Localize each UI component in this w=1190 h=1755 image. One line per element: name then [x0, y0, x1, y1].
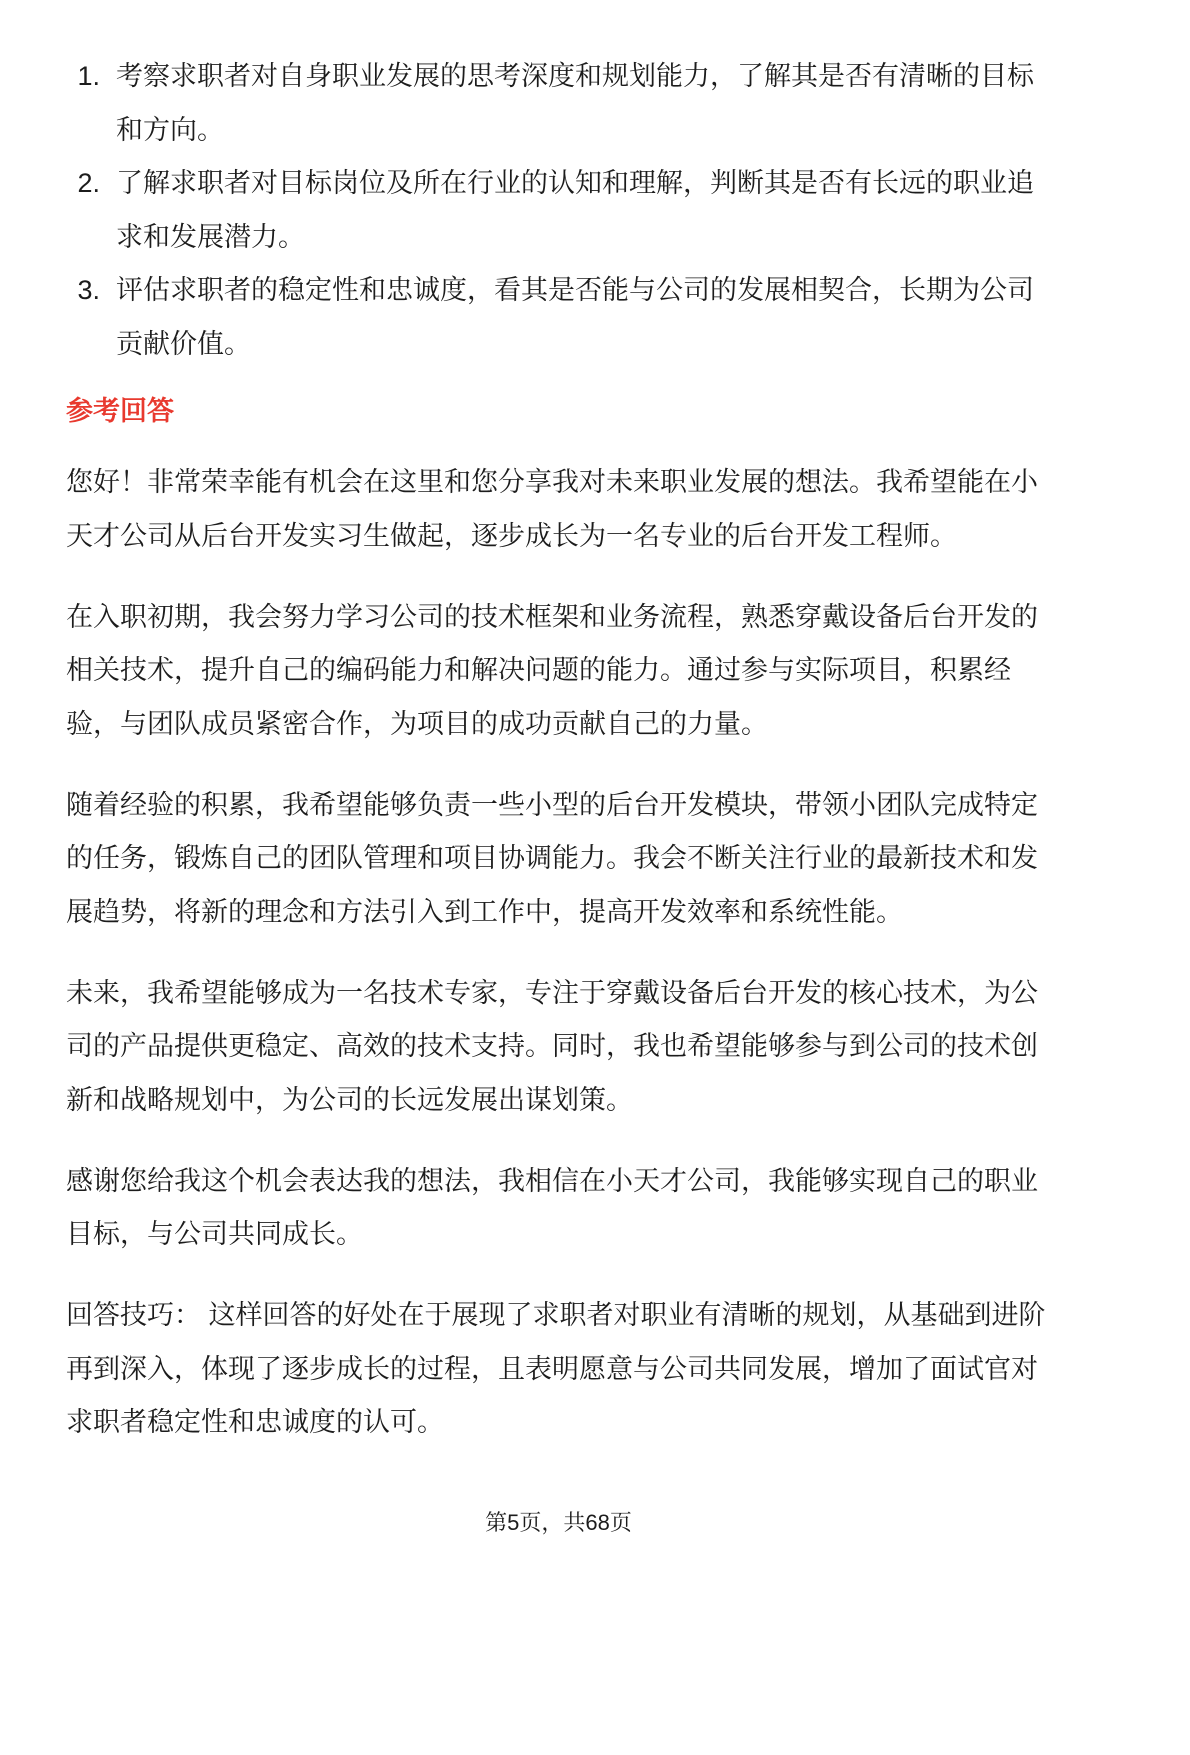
answer-paragraph: 您好！非常荣幸能有机会在这里和您分享我对未来职业发展的想法。我希望能在小天才公司从后台开发实习生做起，逐步成长为一名专业的后台开发工程师。: [66, 467, 1038, 551]
list-item: [66, 50, 1051, 157]
list-item: [66, 264, 1051, 371]
answer-paragraph: 未来，我希望能够成为一名技术专家，专注于穿戴设备后台开发的核心技术，为公司的产品提供更稳定、高效的技术支持。同时，我也希望能够参与到公司的技术创新和战略规划中，为公司的长远发展出谋划策。: [66, 977, 1038, 1115]
answer-paragraph: 随着经验的积累，我希望能够负责一些小型的后台开发模块，带领小团队完成特定的任务，锻炼自己的团队管理和项目协调能力。我会不断关注行业的最新技术和发展趋势，将新的理念和方法引入到工作中，提高开发效率和系统性能。: [66, 789, 1038, 927]
list-item-number: 3.: [77, 275, 100, 305]
list-item-number: 2.: [77, 168, 100, 198]
list-item-text: 考察求职者对自身职业发展的思考深度和规划能力，了解其是否有清晰的目标和方向。: [116, 61, 1034, 145]
list-item: [66, 157, 1051, 264]
document-page: [66, 50, 1051, 1477]
answer-tips-paragraph: 回答技巧： 这样回答的好处在于展现了求职者对职业有清晰的规划，从基础到进阶再到深入，体现了逐步成长的过程，且表明愿意与公司共同发展，增加了面试官对求职者稳定性和忠诚度的认可。: [66, 1300, 1046, 1437]
answer-paragraph: 在入职初期，我会努力学习公司的技术框架和业务流程，熟悉穿戴设备后台开发的相关技术，提升自己的编码能力和解决问题的能力。通过参与实际项目，积累经验，与团队成员紧密合作，为项目的成功贡献自己的力量。: [66, 601, 1038, 739]
list-item-text: 评估求职者的稳定性和忠诚度，看其是否能与公司的发展相契合，长期为公司贡献价值。: [116, 275, 1034, 359]
section-title-reference-answer: 参考回答: [66, 396, 174, 426]
question-intent-list: [66, 50, 1051, 371]
page-number-footer: 第5页，共68页: [485, 1510, 632, 1535]
list-item-number: 1.: [77, 61, 100, 91]
list-item-text: 了解求职者对目标岗位及所在行业的认知和理解，判断其是否有长远的职业追求和发展潜力。: [116, 168, 1034, 252]
answer-paragraph: 感谢您给我这个机会表达我的想法，我相信在小天才公司，我能够实现自己的职业目标，与公司共同成长。: [66, 1165, 1038, 1249]
reference-answer-body: [66, 456, 1051, 1450]
